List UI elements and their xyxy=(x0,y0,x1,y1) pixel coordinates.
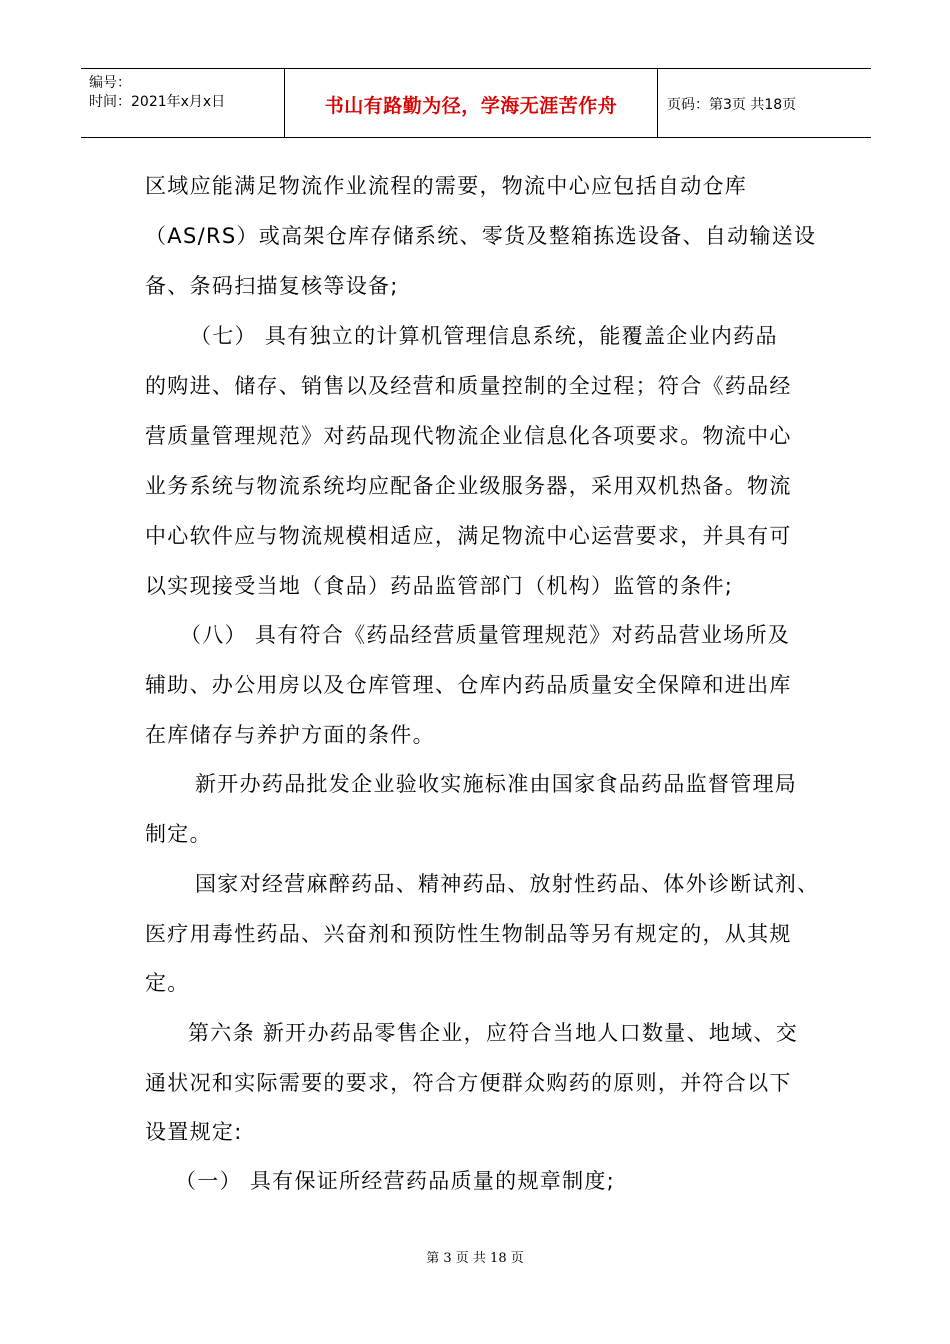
page-footer: 第 3 页 共 18 页 xyxy=(426,1251,524,1266)
body-line: 制定。 xyxy=(145,822,212,846)
body-line: 的购进、储存、销售以及经营和质量控制的全过程；符合《药品经 xyxy=(145,374,792,398)
header-page-info: 页码：第3页 共18页 xyxy=(667,97,797,113)
body-line: 在库储存与养护方面的条件。 xyxy=(145,723,435,747)
body-line: 以实现接受当地（食品）药品监管部门（机构）监管的条件; xyxy=(145,574,734,598)
header-motto: 书山有路勤为径，学海无涯苦作舟 xyxy=(324,95,618,117)
document-header xyxy=(81,68,871,138)
body-line: （七） 具有独立的计算机管理信息系统，能覆盖企业内药品 xyxy=(190,324,778,348)
header-page-cell xyxy=(658,69,871,137)
body-line: （一） 具有保证所经营药品质量的规章制度; xyxy=(175,1169,616,1193)
body-line: 定。 xyxy=(145,971,190,995)
body-line: 辅助、办公用房以及仓库管理、仓库内药品质量安全保障和进出库 xyxy=(145,673,792,697)
body-line: 备、条码扫描复核等设备; xyxy=(145,274,399,298)
body-line: 通状况和实际需要的要求，符合方便群众购药的原则，并符合以下 xyxy=(145,1071,792,1095)
body-line: 医疗用毒性药品、兴奋剂和预防性生物制品等另有规定的，从其规 xyxy=(145,922,792,946)
document-number-label: 编号： xyxy=(89,75,131,91)
body-line: 中心软件应与物流规模相适应，满足物流中心运营要求，并具有可 xyxy=(145,524,792,548)
body-line: 新开办药品批发企业验收实施标准由国家食品药品监督管理局 xyxy=(195,772,798,796)
body-line: 营质量管理规范》对药品现代物流企业信息化各项要求。物流中心 xyxy=(145,424,792,448)
body-line: （八） 具有符合《药品经营质量管理规范》对药品营业场所及 xyxy=(180,623,791,647)
body-line: 业务系统与物流系统均应配备企业级服务器，采用双机热备。物流 xyxy=(145,474,792,498)
body-line: （AS/RS）或高架仓库存储系统、零货及整箱拣选设备、自动输送设 xyxy=(145,224,817,248)
header-motto-cell xyxy=(285,69,658,137)
body-line: 区域应能满足物流作业流程的需要，物流中心应包括自动仓库 xyxy=(145,174,748,198)
body-line: 国家对经营麻醉药品、精神药品、放射性药品、体外诊断试剂、 xyxy=(195,872,820,896)
document-time-label: 时间：2021年x月x日 xyxy=(89,94,226,110)
body-line: 设置规定: xyxy=(145,1120,243,1144)
header-meta-cell xyxy=(81,69,285,137)
body-line: 第六条 新开办药品零售企业，应符合当地人口数量、地域、交 xyxy=(188,1021,799,1045)
